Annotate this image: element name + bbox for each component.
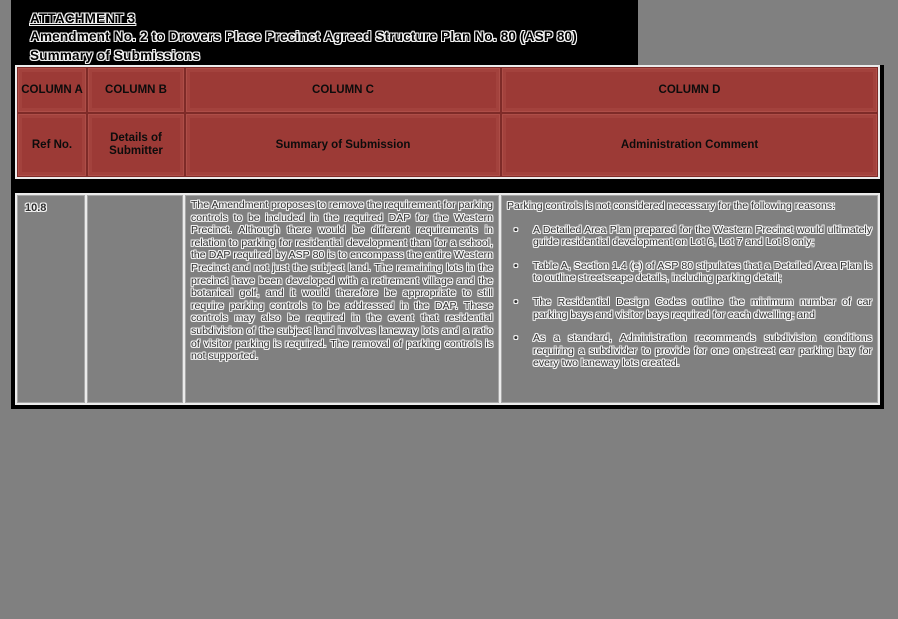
amendment-title: Amendment No. 2 to Drovers Place Precinct Agreed Structure Plan No. 80 (ASP 80) <box>30 29 577 45</box>
ref-no-cell: 10.8 <box>17 195 87 403</box>
administration-comment-cell <box>501 195 878 403</box>
bullet-item: • The Residential Design Codes outline the minimum number of car parking bays and visitor bays required for each dwelling; and <box>507 296 872 321</box>
table-row <box>15 193 880 405</box>
administration-comment-intro: Parking controls is not considered necessary for the following reasons: <box>507 200 836 212</box>
attachment-heading: ATTACHMENT 3 <box>30 11 136 26</box>
summary-of-submission-header: Summary of Submission <box>185 113 501 177</box>
summary-subtitle: Summary of Submissions <box>30 47 201 63</box>
bullet-item: • A Detailed Area Plan prepared for the Western Precinct would ultimately guide residential development on Lot 6, Lot 7 and Lot 8 only; <box>507 224 872 249</box>
ref-no-header: Ref No. <box>17 113 87 177</box>
details-of-submitter-header: Details of Submitter <box>87 113 185 177</box>
administration-comment-header: Administration Comment <box>501 113 878 177</box>
table-header <box>15 65 880 179</box>
column-b-header: COLUMN B <box>87 67 185 113</box>
bullet-item: • Table A, Section 1.4 (e) of ASP 80 stipulates that a Detailed Area Plan is to outline streetscape details, including parking detail; <box>507 260 872 285</box>
document-title-block <box>30 10 577 65</box>
submissions-table <box>11 65 884 409</box>
details-of-submitter-cell <box>87 195 185 403</box>
administration-comment-bullets <box>507 224 872 370</box>
column-c-header: COLUMN C <box>185 67 501 113</box>
column-d-header: COLUMN D <box>501 67 878 113</box>
summary-of-submission-cell: The Amendment proposes to remove the requirement for parking controls to be included in the required DAP for the Western Precinct. Although there would be different requirements in relation to parking for residential development than for a school, the DAP required by ASP 80 is to encompass the entire Western Precinct and not just the subject land. The remaining lots in the precinct have been developed with a retirement village and the botanical golf, and it would therefore be appropriate to still require parking controls to be addressed in the DAP. These controls may also be required in the event that residential subdivision of the subject land involves laneway lots and a ratio of visitor parking is required. The removal of parking controls is not supported. <box>185 195 501 403</box>
column-a-header: COLUMN A <box>17 67 87 113</box>
bullet-item: • As a standard, Administration recommends subdivision conditions requiring a subdivider to provide for one on-street car parking bay for every two laneway lots created. <box>507 332 872 370</box>
